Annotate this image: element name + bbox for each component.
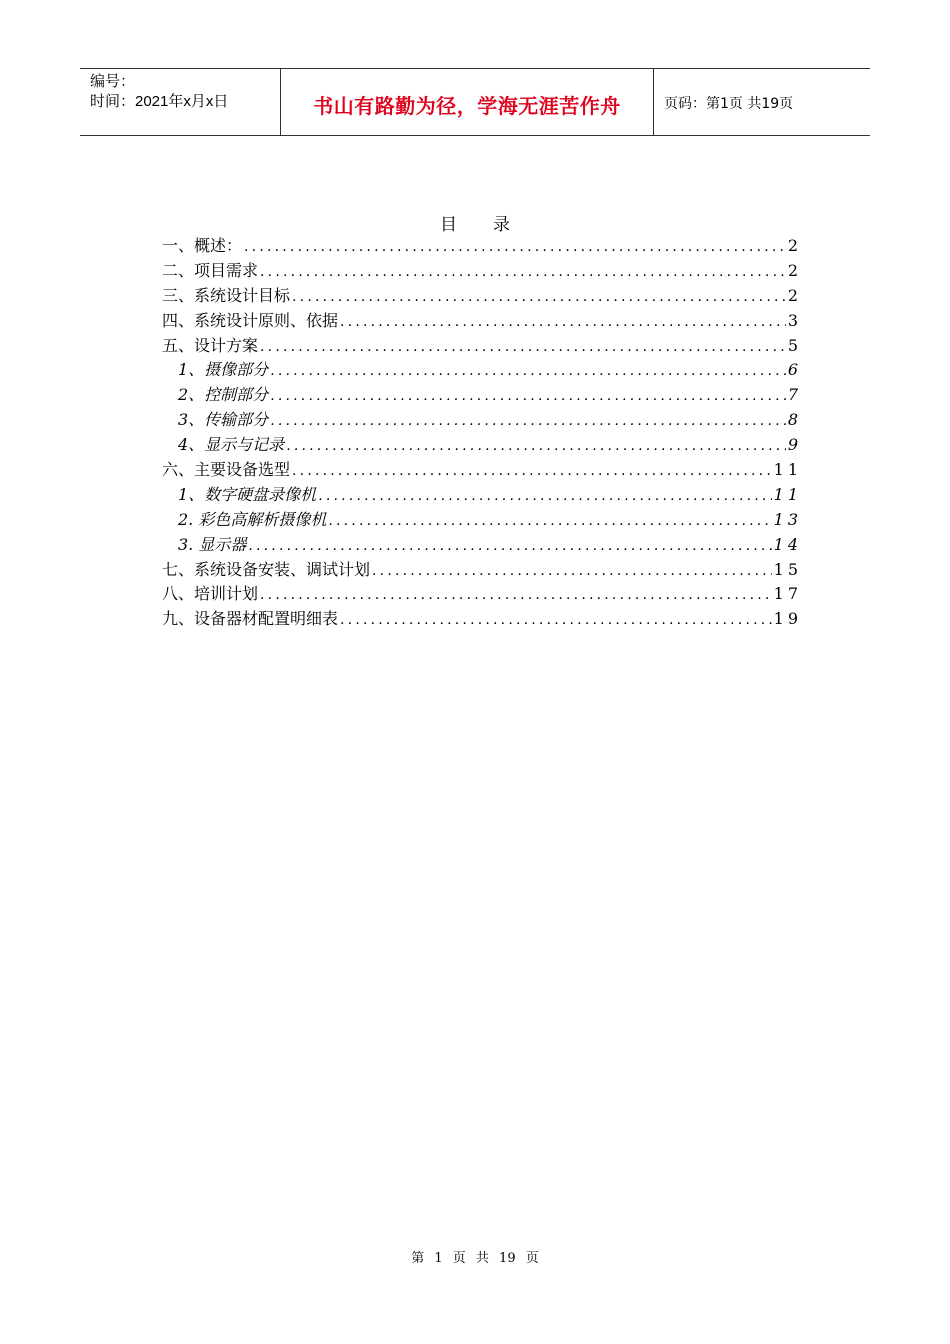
toc-entry-page: 9 (787, 435, 802, 455)
toc-dot-leader (292, 285, 786, 310)
toc-entry-label: 七、系统设备安装、调试计划 (162, 559, 371, 579)
toc-entry-page: 11 (773, 484, 802, 504)
toc-dot-leader (292, 459, 772, 484)
toc-dot-leader (340, 608, 772, 633)
document-date-label: 时间：2021年x月x日 (90, 93, 229, 110)
header-page-info: 页码：第1页 共19页 (664, 96, 794, 112)
toc-entry-label: 三、系统设计目标 (162, 285, 291, 305)
document-header (80, 68, 870, 136)
toc-subentry[interactable] (162, 533, 802, 558)
toc-entry-label: 1、数字硬盘录像机 (178, 484, 317, 504)
toc-entry-label: 3. 显示器 (178, 534, 247, 554)
toc-entry-label: 2. 彩色高解析摄像机 (178, 509, 327, 529)
toc-entry-label: 九、设备器材配置明细表 (162, 609, 339, 629)
toc-entry-label: 一、概述： (162, 236, 243, 255)
toc-dot-leader (270, 384, 786, 409)
toc-dot-leader (286, 434, 786, 459)
toc-entry-page: 2 (787, 285, 802, 305)
toc-dot-leader (318, 484, 771, 509)
toc-entry-label: 四、系统设计原则、依据 (162, 310, 339, 330)
toc-entry-label: 1、摄像部分 (178, 360, 269, 380)
toc-subentry[interactable] (162, 483, 802, 508)
toc-entry-page: 5 (787, 335, 802, 355)
toc-entry-page: 11 (773, 460, 802, 480)
toc-dot-leader (340, 310, 786, 335)
toc-entry[interactable] (162, 234, 802, 259)
toc-entry-label: 八、培训计划 (162, 584, 259, 604)
toc-entry-label: 2、控制部分 (178, 385, 269, 405)
table-of-contents (162, 234, 802, 632)
toc-dot-leader (260, 260, 786, 285)
toc-entry-label: 二、项目需求 (162, 260, 259, 280)
toc-entry[interactable] (162, 458, 802, 483)
toc-entry[interactable] (162, 309, 802, 334)
header-page-cell (654, 69, 870, 135)
toc-entry[interactable] (162, 334, 802, 359)
toc-dot-leader (270, 409, 786, 434)
toc-dot-leader (248, 534, 771, 559)
toc-dot-leader (270, 359, 786, 384)
document-number-label: 编号： (90, 73, 136, 90)
toc-entry-page: 2 (787, 236, 802, 255)
toc-entry[interactable] (162, 284, 802, 309)
toc-entry-page: 14 (773, 534, 802, 554)
toc-title-right: 录 (493, 215, 510, 235)
toc-subentry[interactable] (162, 358, 802, 383)
toc-entry[interactable] (162, 259, 802, 284)
toc-entry-label: 六、主要设备选型 (162, 460, 291, 480)
toc-entry-page: 19 (773, 609, 802, 629)
header-slogan-cell (281, 69, 654, 135)
toc-entry-page: 13 (773, 509, 802, 529)
toc-entry-label: 五、设计方案 (162, 335, 259, 355)
toc-dot-leader (372, 559, 772, 584)
toc-title (0, 210, 950, 235)
toc-subentry[interactable] (162, 508, 802, 533)
toc-entry-page: 2 (787, 260, 802, 280)
page-footer: 第 1 页 共 19 页 (411, 1251, 539, 1266)
toc-title-left: 目 (440, 215, 457, 235)
toc-entry-page: 17 (773, 584, 802, 604)
toc-entry-label: 4、显示与记录 (178, 435, 285, 455)
toc-subentry[interactable] (162, 408, 802, 433)
header-slogan: 书山有路勤为径，学海无涯苦作舟 (313, 93, 621, 118)
toc-entry-label: 3、传输部分 (178, 410, 269, 430)
toc-entry-page: 6 (787, 360, 802, 380)
toc-entry-page: 3 (787, 310, 802, 330)
toc-entry[interactable] (162, 558, 802, 583)
toc-dot-leader (260, 583, 772, 608)
toc-entry-page: 8 (787, 410, 802, 430)
toc-entry-page: 15 (773, 559, 802, 579)
toc-dot-leader (244, 235, 786, 260)
toc-dot-leader (260, 335, 786, 360)
toc-entry-page: 7 (787, 385, 802, 405)
toc-subentry[interactable] (162, 433, 802, 458)
toc-dot-leader (328, 509, 771, 534)
toc-entry[interactable] (162, 582, 802, 607)
toc-subentry[interactable] (162, 383, 802, 408)
header-meta-cell (80, 69, 281, 135)
toc-entry[interactable] (162, 607, 802, 632)
